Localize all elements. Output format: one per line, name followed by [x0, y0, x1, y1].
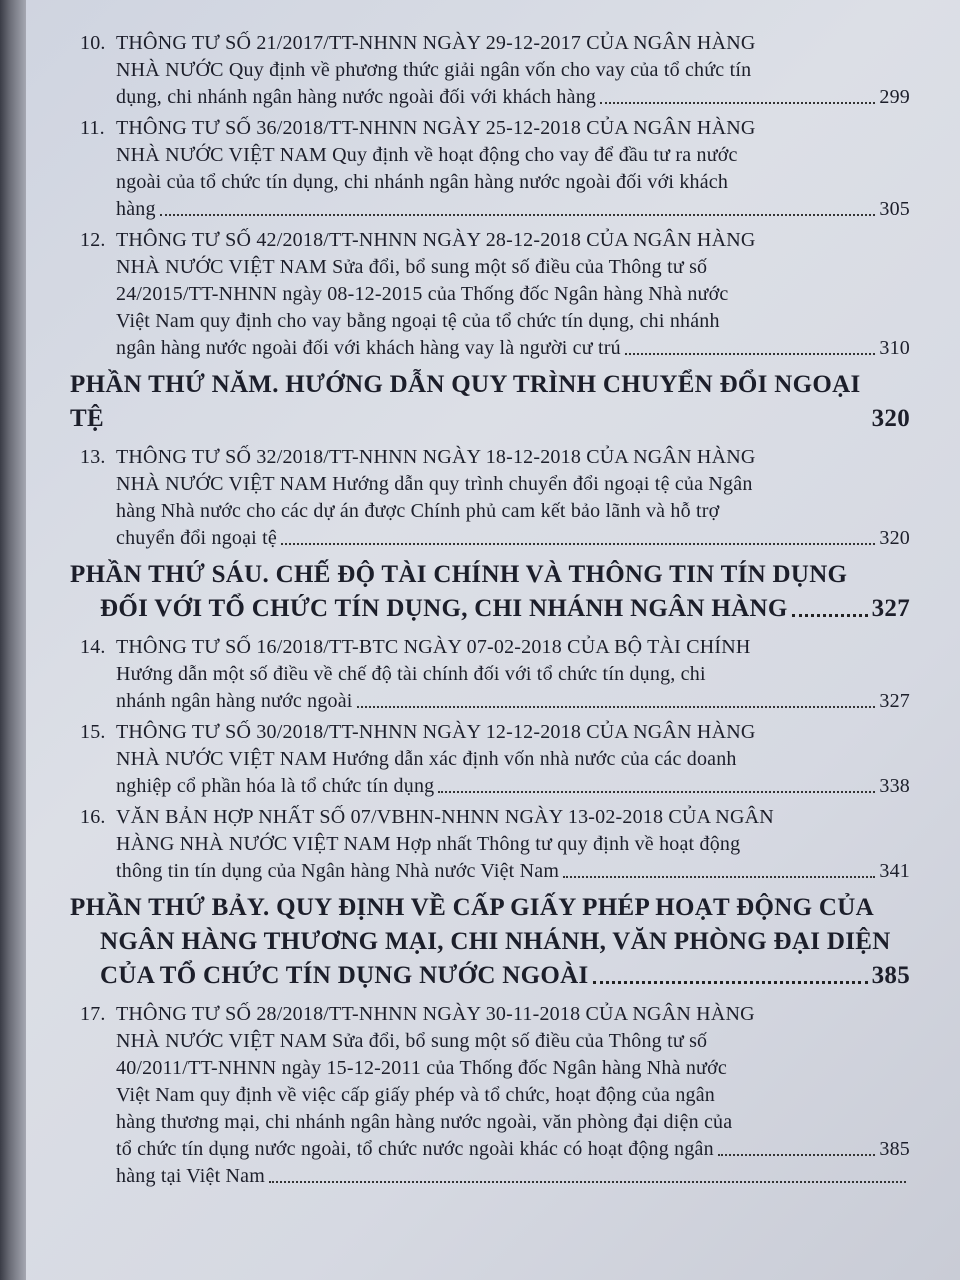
entry-number: 10. — [80, 32, 106, 54]
dot-leader — [600, 102, 875, 104]
dot-leader — [160, 214, 876, 216]
section-text-line: NGÂN HÀNG THƯƠNG MẠI, CHI NHÁNH, VĂN PHÒNG ĐẠI DIỆN — [100, 928, 891, 955]
toc-entry-row — [70, 227, 910, 362]
entry-number: 11. — [80, 117, 105, 139]
entry-last-line — [116, 688, 910, 715]
toc-entry-row — [70, 444, 910, 552]
dot-leader — [563, 876, 875, 878]
section-last-line — [70, 368, 910, 436]
entry-text-line: NHÀ NƯỚC VIỆT NAM Sửa đổi, bổ sung một số điều của Thông tư số — [116, 256, 708, 278]
toc-entry — [70, 30, 910, 111]
dot-leader — [357, 706, 876, 708]
toc-entry — [70, 634, 910, 715]
toc-entry-row — [70, 804, 910, 885]
entry-body — [116, 227, 910, 362]
toc-entry-row — [70, 115, 910, 223]
dot-leader — [593, 981, 868, 984]
page-number: 385 — [871, 962, 910, 989]
entry-text-line: hàng tại Việt Nam — [116, 1165, 266, 1187]
entry-text-line: THÔNG TƯ SỐ 42/2018/TT-NHNN NGÀY 28-12-2018 CỦA NGÂN HÀNG — [116, 229, 756, 251]
entry-body — [116, 634, 910, 715]
entry-body — [116, 1001, 910, 1190]
entries-group-c — [70, 634, 910, 885]
page-number: 310 — [879, 337, 910, 359]
page-number: 305 — [879, 198, 910, 220]
entry-text-line: nhánh ngân hàng nước ngoài — [116, 690, 353, 712]
entry-last-line — [116, 335, 910, 362]
entry-text-line: NHÀ NƯỚC VIỆT NAM Hướng dẫn quy trình chuyển đổi ngoại tệ của Ngân — [116, 473, 753, 495]
entry-text-line: ngân hàng nước ngoài đối với khách hàng vay là người cư trú — [116, 337, 621, 359]
entry-last-line — [116, 773, 910, 800]
entry-text-line: Việt Nam quy định về việc cấp giấy phép và tổ chức, hoạt động của ngân — [116, 1084, 716, 1106]
entry-text-line: 40/2011/TT-NHNN ngày 15-12-2011 của Thống đốc Ngân hàng Nhà nước — [116, 1057, 727, 1079]
section-text-line: PHẦN THỨ BẢY. QUY ĐỊNH VỀ CẤP GIẤY PHÉP HOẠT ĐỘNG CỦA — [70, 894, 874, 921]
table-of-contents — [70, 30, 910, 1194]
section-heading-5 — [70, 368, 910, 436]
entry-text-line: thông tin tín dụng của Ngân hàng Nhà nước Việt Nam — [116, 860, 560, 882]
entry-number: 17. — [80, 1003, 106, 1025]
dot-leader — [269, 1181, 906, 1183]
toc-entry-row — [70, 719, 910, 800]
entry-text-line: THÔNG TƯ SỐ 21/2017/TT-NHNN NGÀY 29-12-2017 CỦA NGÂN HÀNG — [116, 32, 756, 54]
entry-text-line: THÔNG TƯ SỐ 30/2018/TT-NHNN NGÀY 12-12-2018 CỦA NGÂN HÀNG — [116, 721, 756, 743]
page-number: 385 — [879, 1138, 910, 1160]
section-text-line: PHẦN THỨ NĂM. HƯỚNG DẪN QUY TRÌNH CHUYỂN ĐỔI NGOẠI TỆ — [70, 371, 861, 432]
entry-text-line: NHÀ NƯỚC VIỆT NAM Quy định về hoạt động cho vay để đầu tư ra nước — [116, 144, 738, 166]
page-number: 327 — [879, 690, 910, 712]
entry-last-line — [116, 525, 910, 552]
entries-group-a — [70, 30, 910, 362]
section-text-line: PHẦN THỨ SÁU. CHẾ ĐỘ TÀI CHÍNH VÀ THÔNG TIN TÍN DỤNG — [70, 561, 848, 588]
section-text-line: ĐỐI VỚI TỔ CHỨC TÍN DỤNG, CHI NHÁNH NGÂN HÀNG — [100, 595, 788, 622]
entry-text-line: THÔNG TƯ SỐ 32/2018/TT-NHNN NGÀY 18-12-2018 CỦA NGÂN HÀNG — [116, 446, 756, 468]
entry-last-line — [116, 1136, 910, 1163]
entry-body — [116, 30, 910, 111]
page-number: 327 — [871, 595, 910, 622]
toc-entry — [70, 115, 910, 223]
entry-body — [116, 444, 910, 552]
dot-leader — [625, 353, 876, 355]
entry-text-line: hàng thương mại, chi nhánh ngân hàng nước ngoài, văn phòng đại diện của — [116, 1111, 733, 1133]
entry-text-line: THÔNG TƯ SỐ 36/2018/TT-NHNN NGÀY 25-12-2018 CỦA NGÂN HÀNG — [116, 117, 756, 139]
entry-text-line: NHÀ NƯỚC Quy định về phương thức giải ngân vốn cho vay của tổ chức tín — [116, 59, 752, 81]
dot-leader — [438, 791, 875, 793]
toc-entry-row — [70, 1001, 910, 1190]
entry-last-line — [116, 196, 910, 223]
dot-leader — [281, 543, 875, 545]
page-number: 299 — [879, 86, 910, 108]
page-number: 320 — [871, 405, 910, 432]
toc-entry-17 — [70, 1001, 910, 1190]
entries-group-b — [70, 444, 910, 552]
entry-text-line: tổ chức tín dụng nước ngoài, tổ chức nước ngoài khác có hoạt động ngân — [116, 1138, 714, 1160]
section-heading-6 — [70, 558, 910, 626]
entry-number: 12. — [80, 229, 106, 251]
page-number: 341 — [879, 860, 910, 882]
entry-text-line: THÔNG TƯ SỐ 28/2018/TT-NHNN NGÀY 30-11-2018 CỦA NGÂN HÀNG — [116, 1003, 755, 1025]
toc-entry-row — [70, 30, 910, 111]
entry-text-line: VĂN BẢN HỢP NHẤT SỐ 07/VBHN-NHNN NGÀY 13-02-2018 CỦA NGÂN — [116, 806, 774, 828]
entry-body — [116, 804, 910, 885]
dot-leader — [792, 614, 868, 617]
toc-entry — [70, 227, 910, 362]
entry-text-line: hàng Nhà nước cho các dự án được Chính phủ cam kết bảo lãnh và hỗ trợ — [116, 500, 720, 522]
toc-entry — [70, 804, 910, 885]
entry-number: 13. — [80, 446, 106, 468]
section-heading-7 — [70, 891, 910, 993]
entry-last-line — [116, 858, 910, 885]
entry-number: 16. — [80, 806, 106, 828]
entry-text-line: NHÀ NƯỚC VIỆT NAM Sửa đổi, bổ sung một số điều của Thông tư số — [116, 1030, 708, 1052]
entry-last-line — [116, 84, 910, 111]
dot-leader — [718, 1154, 876, 1156]
entry-text-line: HÀNG NHÀ NƯỚC VIỆT NAM Hợp nhất Thông tư quy định về hoạt động — [116, 833, 741, 855]
toc-entry — [70, 719, 910, 800]
book-spine-shadow — [0, 0, 26, 1280]
entry-body — [116, 115, 910, 223]
entry-text-line: chuyển đổi ngoại tệ — [116, 527, 277, 549]
page-number: 320 — [879, 527, 910, 549]
toc-entry — [70, 444, 910, 552]
section-text-line: CỦA TỔ CHỨC TÍN DỤNG NƯỚC NGOÀI — [100, 962, 589, 989]
entry-text-line: ngoài của tổ chức tín dụng, chi nhánh ngân hàng nước ngoài đối với khách — [116, 171, 729, 193]
entry-text-line: dụng, chi nhánh ngân hàng nước ngoài đối với khách hàng — [116, 86, 597, 108]
entry-number: 14. — [80, 636, 106, 658]
toc-entry — [70, 1001, 910, 1190]
entry-text-line: hàng — [116, 198, 156, 220]
page-number: 338 — [879, 775, 910, 797]
entry-number: 15. — [80, 721, 106, 743]
entry-text-line: Việt Nam quy định cho vay bằng ngoại tệ của tổ chức tín dụng, chi nhánh — [116, 310, 720, 332]
entry-body — [116, 719, 910, 800]
entry-text-line: NHÀ NƯỚC VIỆT NAM Hướng dẫn xác định vốn nhà nước của các doanh — [116, 748, 737, 770]
entry-tail-line — [116, 1163, 910, 1190]
entry-text-line: 24/2015/TT-NHNN ngày 08-12-2015 của Thống đốc Ngân hàng Nhà nước — [116, 283, 729, 305]
entry-text-line: Hướng dẫn một số điều về chế độ tài chính đối với tổ chức tín dụng, chi — [116, 663, 706, 685]
entry-text-line: nghiệp cổ phần hóa là tổ chức tín dụng — [116, 775, 435, 797]
entry-text-line: THÔNG TƯ SỐ 16/2018/TT-BTC NGÀY 07-02-2018 CỦA BỘ TÀI CHÍNH — [116, 636, 751, 658]
toc-entry-row — [70, 634, 910, 715]
section-last-line — [70, 592, 910, 626]
section-last-line — [70, 959, 910, 993]
